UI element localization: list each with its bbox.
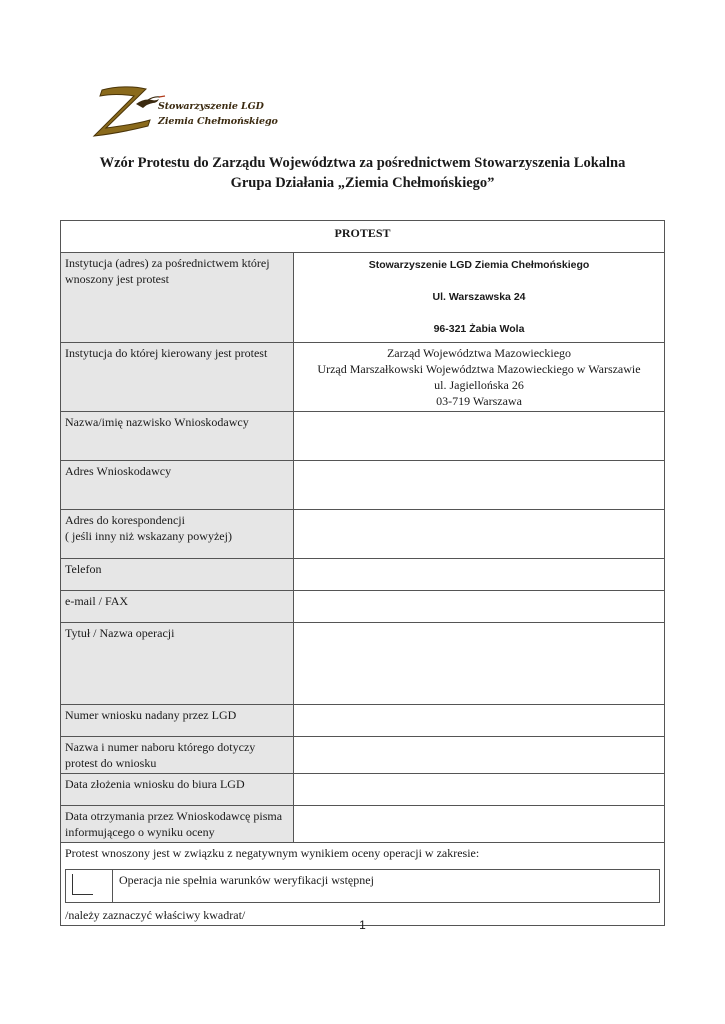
institution-via-line: Ul. Warszawska 24: [432, 291, 526, 303]
correspondence-label-note: ( jeśli inny niż wskazany powyżej): [65, 529, 232, 543]
phone-field[interactable]: [294, 559, 665, 591]
institution-via-value: [294, 253, 665, 343]
option-label: Operacja nie spełnia warunków weryfikacji wstępnej: [113, 870, 660, 903]
page-number: 1: [359, 918, 366, 932]
row-label-applicant-name: Nazwa/imię nazwisko Wnioskodawcy: [61, 412, 294, 461]
institution-via-line: Stowarzyszenie LGD Ziemia Chełmońskiego: [368, 259, 590, 271]
applicant-address-field[interactable]: [294, 461, 665, 510]
row-label-operation-title: Tytuł / Nazwa operacji: [61, 623, 294, 705]
email-fax-field[interactable]: [294, 591, 665, 623]
application-number-field[interactable]: [294, 705, 665, 737]
institution-to-line: Zarząd Województwa Mazowieckiego: [386, 346, 572, 360]
row-label-institution-via: Instytucja (adres) za pośrednictwem której wnoszony jest protest: [61, 253, 294, 343]
correspondence-address-field[interactable]: [294, 510, 665, 559]
notification-date-field[interactable]: [294, 806, 665, 843]
row-label-notification-date: Data otrzymania przez Wnioskodawcę pisma informującego o wyniku oceny: [61, 806, 294, 843]
row-label-institution-to: Instytucja do której kierowany jest protest: [61, 343, 294, 412]
operation-title-field[interactable]: [294, 623, 665, 705]
row-label-call-name-number: Nazwa i numer naboru którego dotyczy protest do wniosku: [61, 737, 294, 774]
option-checkbox[interactable]: [72, 874, 93, 895]
option-checkbox-cell[interactable]: [66, 870, 113, 903]
title-line-1: Wzór Protestu do Zarządu Województwa za pośrednictwem Stowarzyszenia Lokalna: [99, 155, 626, 171]
protest-scope-cell: [61, 843, 665, 926]
instruction-note: /należy zaznaczyć właściwy kwadrat/: [65, 908, 246, 922]
logo-text-line2: Ziemia Chełmońskiego: [158, 116, 278, 127]
institution-to-line: 03-719 Warszawa: [436, 394, 522, 408]
row-label-submission-date: Data złożenia wniosku do biura LGD: [61, 774, 294, 806]
institution-to-line: ul. Jagiellońska 26: [434, 378, 524, 392]
applicant-name-field[interactable]: [294, 412, 665, 461]
institution-via-line: 96-321 Żabia Wola: [433, 323, 525, 335]
correspondence-label: Adres do korespondencji: [65, 513, 185, 527]
row-label-applicant-address: Adres Wnioskodawcy: [61, 461, 294, 510]
lgd-logo: [88, 82, 278, 138]
stork-logo-icon: [88, 82, 166, 138]
row-label-application-number: Numer wniosku nadany przez LGD: [61, 705, 294, 737]
title-line-2: Grupa Działania „Ziemia Chełmońskiego”: [230, 175, 495, 191]
table-header: PROTEST: [61, 221, 665, 253]
document-title: [0, 153, 725, 193]
institution-to-line: Urząd Marszałkowski Województwa Mazowieckiego w Warszawie: [317, 362, 641, 376]
protest-form-table: [60, 220, 665, 926]
row-label-correspondence-address: [61, 510, 294, 559]
call-name-number-field[interactable]: [294, 737, 665, 774]
submission-date-field[interactable]: [294, 774, 665, 806]
institution-to-value: [294, 343, 665, 412]
option-table: [65, 869, 660, 903]
row-label-email-fax: e-mail / FAX: [61, 591, 294, 623]
protest-scope-text: Protest wnoszony jest w związku z negatywnym wynikiem oceny operacji w zakresie:: [65, 846, 480, 860]
logo-text-line1: Stowarzyszenie LGD: [158, 101, 264, 112]
row-label-phone: Telefon: [61, 559, 294, 591]
